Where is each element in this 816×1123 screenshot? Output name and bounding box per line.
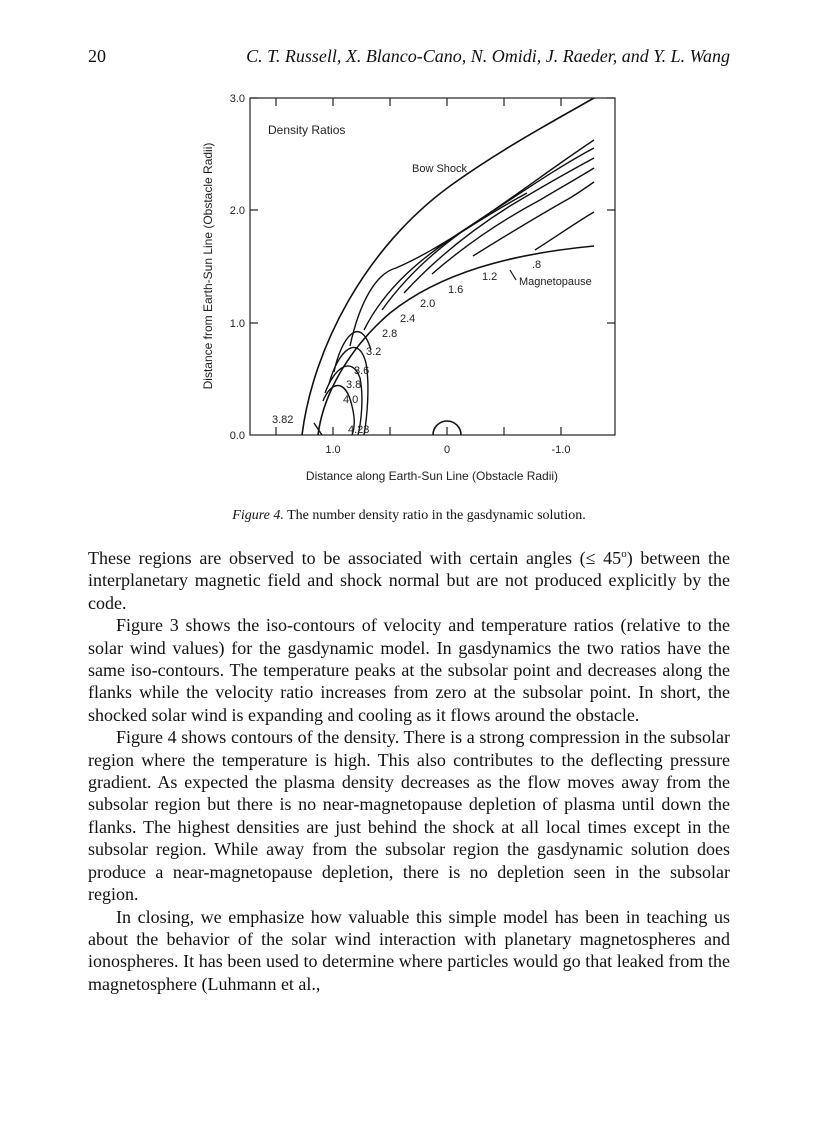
x-tick-1: 0 xyxy=(443,444,451,456)
paragraph-3: Figure 4 shows contours of the density. There is a strong compression in the subsolar region where the temperature is high. This also contributes to the deflecting pressure gradient. As expected the plasma density decreases as the flow moves away from the subsolar region but there is no near-magnetopause depletion of plasma until down the flanks. The highest densities are just behind the shock at all local times except in the subsolar region. While away from the subsolar region the gasdynamic solution does produce a near-magnetopause depletion, there is no depletion seen in the subsolar region. xyxy=(88,727,730,905)
level-2-8: 2.8 xyxy=(382,328,398,340)
author-list: C. T. Russell, X. Blanco-Cano, N. Omidi, J. Raeder, and Y. L. Wang xyxy=(246,46,730,66)
paragraph-1 xyxy=(88,547,730,614)
level-2-4: 2.4 xyxy=(400,313,416,325)
x-tick-2: -1.0 xyxy=(551,444,571,456)
magnetopause-pointer xyxy=(510,270,516,280)
running-header xyxy=(88,46,730,70)
y-axis-label: Distance from Earth-Sun Line (Obstacle Radii) xyxy=(201,142,215,390)
plot-frame xyxy=(250,98,615,435)
chart-title: Density Ratios xyxy=(268,123,346,137)
paragraph-2: Figure 3 shows the iso-contours of velocity and temperature ratios (relative to the solar wind values) for the gasdynamic model. In gasdynamics the two ratios have the same iso-contours. The temperature peaks at the subsolar point and decreases along the flanks while the velocity ratio increases from zero at the subsolar point. In short, the shocked solar wind is expanding and cooling as it flows around the obstacle. xyxy=(88,615,730,725)
level-4-0: 4.0 xyxy=(343,394,359,406)
density-contour-chart xyxy=(180,88,640,488)
figure-4 xyxy=(180,88,640,488)
magnetopause-label: Magnetopause xyxy=(519,276,592,288)
level-3-6: 3.6 xyxy=(354,365,370,377)
level-4-23: 4.23 xyxy=(348,424,370,436)
level-1-6: 1.6 xyxy=(448,284,464,296)
paragraph-1-text-end: ) between the interplanetary magnetic field and shock normal but are not produced explicitly by the code. xyxy=(88,548,731,613)
bow-shock-label: Bow Shock xyxy=(412,163,468,175)
paragraph-1-text: These regions are observed to be associated with certain angles (≤ 45 xyxy=(88,548,622,568)
paragraph-4: In closing, we emphasize how valuable this simple model has been in teaching us about the behavior of the solar wind interaction with planetary magnetospheres and ionospheres. It has been used to determine where particles would go that leaked from the magnetosphere (Luhmann et al., xyxy=(88,906,730,994)
contour-0-8 xyxy=(535,212,594,250)
x-tick-marks xyxy=(276,98,561,435)
body-text xyxy=(88,547,730,995)
contour-3-2 xyxy=(350,193,527,346)
y-tick-3: 3.0 xyxy=(229,93,245,105)
y-tick-0: 0.0 xyxy=(229,430,245,442)
degree-superscript: o xyxy=(621,548,627,560)
figure-caption xyxy=(88,508,730,524)
x-axis-label: Distance along Earth-Sun Line (Obstacle Radii) xyxy=(305,469,559,483)
magnetopause-curve xyxy=(318,246,594,435)
level-3-8: 3.8 xyxy=(346,379,362,391)
level-0-8: .8 xyxy=(532,259,542,271)
level-3-82: 3.82 xyxy=(272,414,294,426)
y-tick-2: 2.0 xyxy=(229,205,245,217)
caption-text: The number density ratio in the gasdynamic solution. xyxy=(283,508,586,523)
y-tick-1: 1.0 xyxy=(229,318,245,330)
x-tick-0: 1.0 xyxy=(325,444,341,456)
level-1-2: 1.2 xyxy=(482,271,498,283)
level-2-0: 2.0 xyxy=(420,298,436,310)
level-3-2: 3.2 xyxy=(366,346,382,358)
caption-label: Figure 4. xyxy=(232,508,284,523)
page-number: 20 xyxy=(88,46,106,66)
